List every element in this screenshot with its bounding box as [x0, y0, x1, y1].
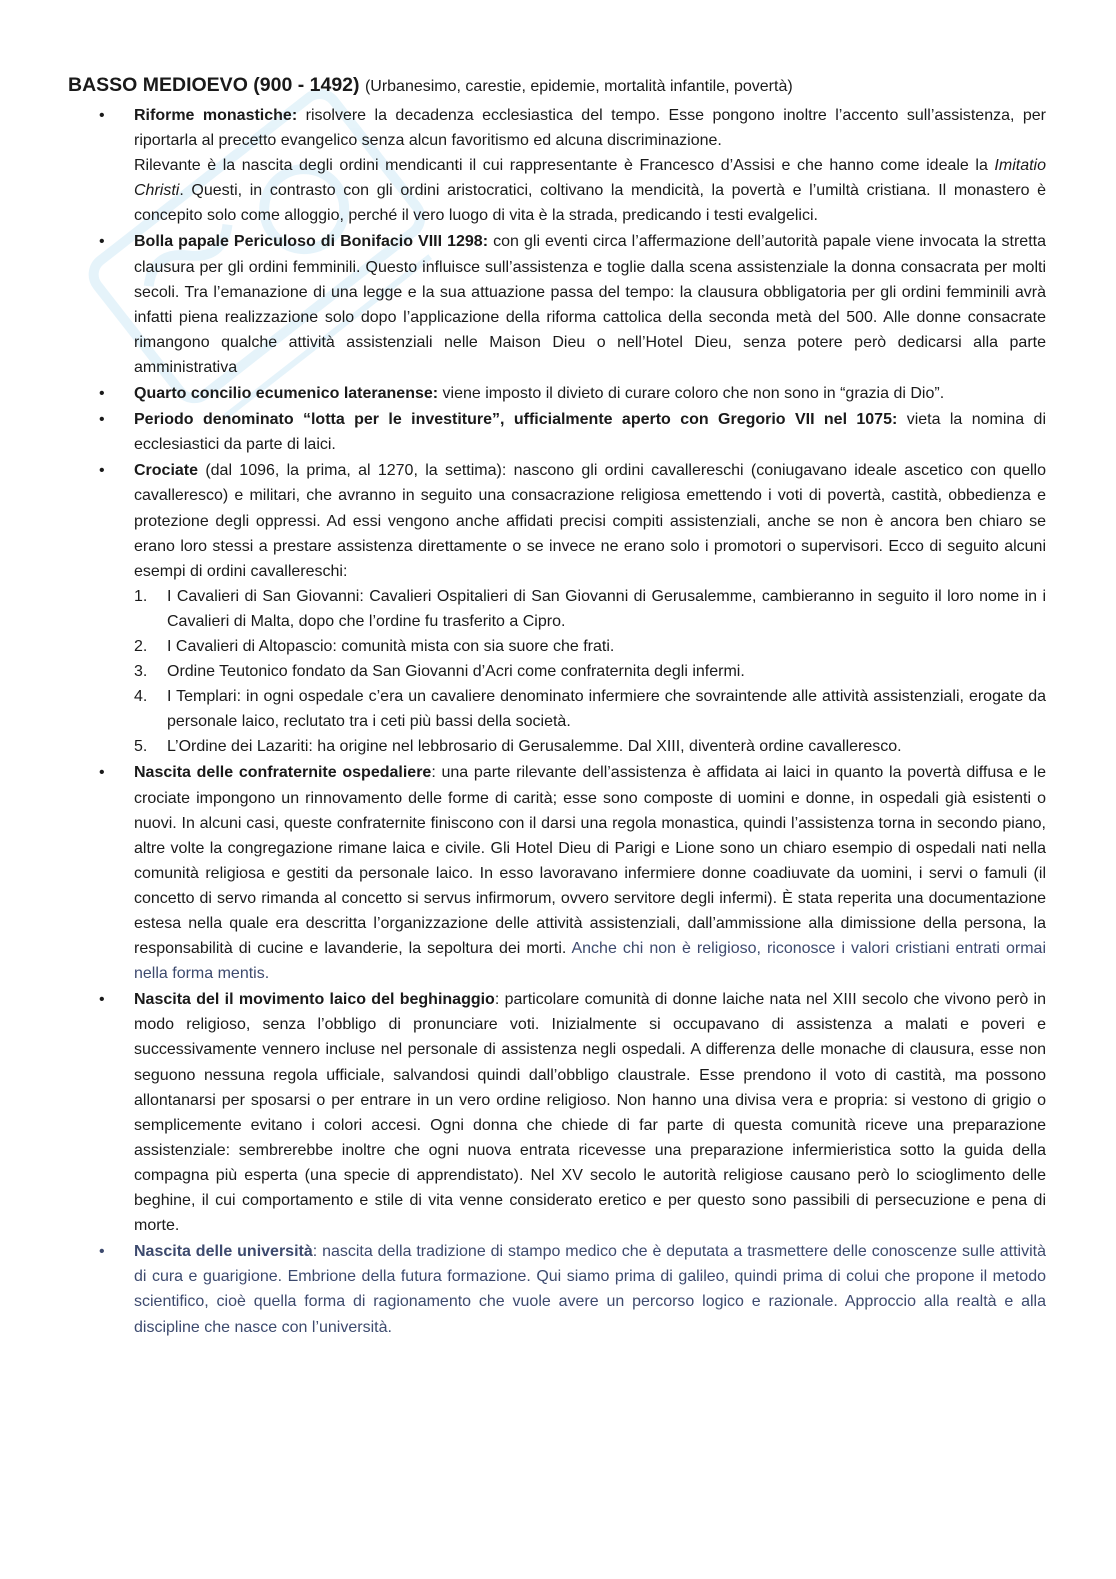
- numbered-item-text: I Cavalieri di Altopascio: comunità mista con sia suore che frati.: [167, 637, 615, 655]
- item-number: 4.: [134, 688, 148, 706]
- numbered-item-text: I Templari: in ogni ospedale c’era un cavaliere denominato infermiere che sovraintende alle attività assistenziali, erogate da personale laico, reclutato tra i ceti più bassi della società.: [167, 688, 1046, 731]
- numbered-item: [134, 584, 1046, 634]
- item-text: vieta la nomina di ecclesiastici da parte di laici.: [134, 411, 1047, 454]
- numbered-item: [134, 684, 1046, 734]
- numbered-item-text: L’Ordine dei Lazariti: ha origine nel lebbrosario di Gerusalemme. Dal XIII, diventerà ordine cavalleresco.: [167, 738, 902, 756]
- numbered-item-text: I Cavalieri di San Giovanni: Cavalieri Ospitalieri di San Giovanni di Gerusalemme, cambieranno in seguito il loro nome in i Cavalieri di Malta, dopo che l’ordine fu trasferito a Cipro.: [167, 587, 1046, 630]
- item-text: : una parte rilevante dell’assistenza è affidata ai laici in quanto la povertà diffusa e le crociate impongono un rinnovamento delle forme di carità; esse sono composte di uomini e donne, in ospedali già esistenti o nuovi. In alcuni casi, queste confraternite finiscono con il darsi una regola monastica, quindi l’assistenza torna in secondo piano, altre volte la congregazione rimane laica e civile. Gli Hotel Dieu di Parigi e Lione sono un chiaro esempio di ospedali nati nella comunità religiosa e gestiti da personale laico. In esso lavoravano infermiere donne coadiuvate da uomini, i servi o famuli (il concetto di servo rimanda al concetto si servus infirmorum, ovvero servitore degli infermi). È stata reperita una documentazione estesa nella quale era descritta l’organizzazione delle attività assistenziali, dall’ammissione alla dimissione della persona, la responsabilità di cucine e lavanderie, la sepoltura dei morti.: [134, 764, 1046, 958]
- numbered-list: [134, 584, 1046, 760]
- list-item-concilio: [68, 381, 1046, 406]
- item-text: . Questi, in contrasto con gli ordini aristocratici, coltivano la mendicità, la povertà e l’umiltà cristiana. Il monastero è concepito solo come alloggio, perché il vero luogo di vita è la strada, predicando i testi evalgelici.: [134, 182, 1046, 225]
- item-term: Quarto concilio ecumenico lateranense:: [134, 385, 439, 403]
- item-text: risolvere la decadenza ecclesiastica del tempo. Esse pongono inoltre l’accento sull’assistenza, per riportarla al precetto evangelico senza alcun favoritismo ed alcuna discriminazione.: [134, 107, 1047, 150]
- item-number: 3.: [134, 663, 148, 681]
- bullet-list: [68, 103, 1046, 1340]
- item-term: Periodo denominato “lotta per le investiture”, ufficialmente aperto con Gregorio VII nel 1075:: [134, 411, 898, 429]
- bullet-icon: •: [99, 1243, 105, 1261]
- item-text: viene imposto il divieto di curare coloro che non sono in “grazia di Dio”.: [442, 385, 945, 403]
- numbered-item: [134, 734, 1046, 759]
- item-term: Nascita delle confraternite ospedaliere: [134, 764, 432, 782]
- list-item-confraternite: [68, 760, 1046, 986]
- numbered-item-text: Ordine Teutonico fondato da San Giovanni d’Acri come confraternita degli infermi.: [167, 663, 745, 681]
- list-item-crociate: [68, 458, 1046, 759]
- item-number: 2.: [134, 637, 148, 655]
- item-term: Riforme monastiche:: [134, 107, 298, 124]
- bullet-icon: •: [99, 107, 105, 124]
- item-text: : particolare comunità di donne laiche nata nel XIII secolo che vivono però in modo religioso, senza l’obbligo di pronunciare voti. Inizialmente si occupavano di assistenza a malati e poveri e successivamente vennero incluse nel personale di assistenza negli ospedali. A differenza delle monache di clausura, esse non seguono nessuna regola ufficiale, salvandosi quindi dall’obbligo claustrale. Esse prendono il voto di castità, ma possono allontanarsi per sposarsi o per entrare in un vero ordine religioso. Non hanno una divisa vera e propria: si vestono di grigio o semplicemente evitano i colori accesi. Ogni donna che chiede di far parte di questa comunità riceve una preparazione assistenziale: sembrerebbe inoltre che ogni nuova entrata ricevesse una preparazione infermieristica sotto la guida della compagna più esperta (una specie di apprendistato). Nel XV secolo le autorità religiose causano però lo scioglimento delle beghine, il cui comportamento e stile di vita venne considerato eretico e per questo sono passibili di persecuzione e pena di morte.: [134, 991, 1047, 1235]
- item-text: con gli eventi circa l’affermazione dell’autorità papale viene invocata la stretta clausura per gli ordini femminili. Questo influisce sull’assistenza e toglie dalla scena assistenziale la donna consacrata per molti secoli. Tra l’emanazione di una legge e la sua attuazione passa del tempo: la clausura obbligatoria per gli ordini femminili avrà infatti piena realizzazione solo dopo l’applicazione della riforma cattolica della seconda metà del 500. Alle donne consacrate rimangono qualche attività assistenziali nelle Maison Dieu o nell’Hotel Dieu, senza potere però dedicarsi alla parte amministrativa: [134, 233, 1046, 376]
- item-text: Rilevante è la nascita degli ordini mendicanti il cui rappresentante è Francesco d’Assisi e che hanno come ideale la: [134, 157, 995, 175]
- bullet-icon: •: [99, 385, 105, 403]
- bullet-icon: •: [99, 991, 105, 1009]
- bullet-icon: •: [99, 764, 105, 782]
- list-item-beghinaggio: [68, 987, 1046, 1238]
- item-term: Nascita del il movimento laico del beghinaggio: [134, 991, 495, 1009]
- item-note: Anche chi non è religioso, riconosce i valori cristiani entrati ormai nella forma mentis.: [134, 940, 1047, 983]
- item-term: Bolla papale Periculoso di Bonifacio VIII 1298:: [134, 233, 489, 251]
- bullet-icon: •: [99, 462, 105, 480]
- item-text: (dal 1096, la prima, al 1270, la settima): nascono gli ordini cavallereschi (coniugavano ideale ascetico con quello cavalleresco) e militari, che avranno in seguito una consacrazione religiosa emettendo i voti di povertà, castità, obbedienza e protezione degli oppressi. Ad essi vengono anche affidati precisi compiti assistenziali, anche se non è ancora ben chiaro se erano loro stessi a prestare assistenza direttamente o se invece ne erano solo i promotori o supervisori. Ecco di seguito alcuni esempi di ordini cavallereschi:: [134, 462, 1046, 580]
- list-item-riforme: [68, 103, 1046, 228]
- bullet-icon: •: [99, 411, 105, 429]
- item-term: Nascita delle università: [134, 1243, 313, 1261]
- item-text: : nascita della tradizione di stampo medico che è deputata a trasmettere delle conoscenze sulle attività di cura e guarigione. Embrione della futura formazione. Qui siamo prima di galileo, quindi prima di colui che propone il metodo scientifico, cioè quella forma di ragionamento che vuole avere un percorso logico e razionale. Approccio alla realtà e alla discipline che nasce con l’università.: [134, 1243, 1047, 1336]
- list-item-bolla: [68, 229, 1046, 380]
- item-term: Crociate: [134, 462, 199, 480]
- section-heading: [68, 72, 1046, 100]
- document-content: [68, 72, 1046, 1341]
- item-number: 1.: [134, 587, 148, 605]
- item-number: 5.: [134, 738, 148, 756]
- numbered-item: [134, 634, 1046, 659]
- heading-subtitle: (Urbanesimo, carestie, epidemie, mortalità infantile, povertà): [364, 78, 793, 95]
- bullet-icon: •: [99, 233, 105, 251]
- list-item-universita: [68, 1239, 1046, 1339]
- heading-title: BASSO MEDIOEVO (900 - 1492): [68, 74, 360, 96]
- numbered-item: [134, 659, 1046, 684]
- item-italic: Imitatio Christi: [134, 157, 1046, 200]
- list-item-investiture: [68, 407, 1046, 457]
